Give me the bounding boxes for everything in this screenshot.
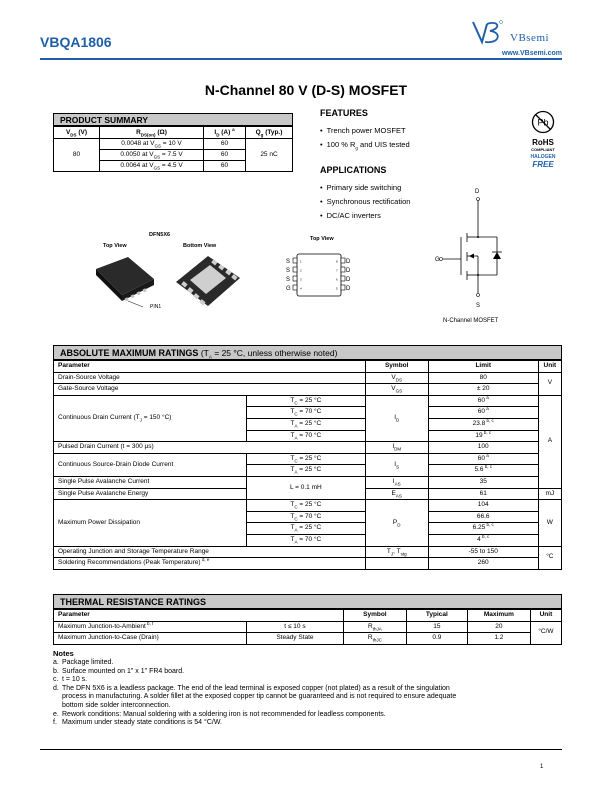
header-id: $I_D$ (A) $^a$ <box>204 127 246 139</box>
page-number: 1 <box>540 764 544 770</box>
limit-idm: 100 <box>428 442 538 454</box>
limit-pd-3: 6.25 $^{b, c}$ <box>428 523 538 535</box>
note-item: e. Rework conditions: Manual soldering with a soldering iron is not recommended for leadless components. <box>53 710 386 718</box>
bottom-view-label: Bottom View <box>183 243 217 249</box>
package-top-view-image <box>88 255 158 310</box>
param-is: Continuous Source-Drain Diode Current <box>54 453 247 476</box>
cond-pd-2: $T_C = 70$ °C <box>247 511 366 523</box>
cond-rthjc: Steady State <box>247 633 344 645</box>
website-link[interactable]: www.VBsemi.com <box>501 50 562 57</box>
rds-row-2: 0.0050 at $V_{GS} = 7.5$ V <box>100 150 204 161</box>
compliant-label: COMPLIANT <box>531 147 555 152</box>
product-summary-table <box>53 113 293 172</box>
limit-soldering: 260 <box>428 558 538 570</box>
limit-id-2: 60 $^a$ <box>428 407 538 419</box>
param-eas: Single Pulse Avalanche Energy <box>54 488 247 500</box>
application-item: • DC/AC inverters <box>320 209 410 223</box>
limit-vds: 80 <box>428 372 538 384</box>
brand-logo <box>470 18 570 48</box>
footer-divider <box>40 749 562 750</box>
pin-label-1: S <box>286 259 291 265</box>
sym-soldering <box>365 558 428 570</box>
cond-is-1: $T_C = 25$ °C <box>247 453 366 465</box>
lead-free-icon <box>531 110 555 134</box>
limit-tj: -55 to 150 <box>428 546 538 558</box>
pin-num-1: 1 <box>300 259 302 264</box>
limit-pd-4: 4 $^{b, c}$ <box>428 534 538 546</box>
header-divider <box>40 58 562 60</box>
application-item: • Primary side switching <box>320 181 410 195</box>
sym-is: $I_S$ <box>365 453 428 476</box>
param-ias: Single Pulse Avalanche Current <box>54 476 247 488</box>
cond-pd-4: $T_A = 70$ °C <box>247 534 366 546</box>
pin-num-5: 5 <box>336 286 338 291</box>
pin-label-3: S <box>286 277 291 283</box>
note-item: d. The DFN 5X6 is a leadless package. The end of the lead terminal is exposed copper (not plated) as a result of the singulation process in manufacturing. A solder fillet at the exposed copper tip cannot be guaranteed and is not required to ensure adequate bottom side solder interconnection. <box>53 684 457 709</box>
thermal-title: THERMAL RESISTANCE RATINGS <box>53 594 562 609</box>
typ-rthjc: 0.9 <box>406 633 467 645</box>
source-label: S <box>476 303 481 309</box>
param-tj: Operating Junction and Storage Temperature Range <box>54 546 366 558</box>
pin-num-8: 8 <box>336 259 338 264</box>
col-symbol: Symbol <box>343 610 406 622</box>
pin-num-7: 7 <box>336 268 338 273</box>
features-list <box>320 124 410 152</box>
abs-max-title: ABSOLUTE MAXIMUM RATINGS ($T_A = 25$ °C, unless otherwise noted) <box>53 345 562 360</box>
application-item: • Synchronous rectification <box>320 195 410 209</box>
limit-ias: 35 <box>428 476 538 488</box>
param-vds: Drain-Source Voltage <box>54 372 366 384</box>
param-rthjc: Maximum Junction-to-Case (Drain) <box>54 633 247 645</box>
pinout-title: Top View <box>310 236 334 242</box>
id-row-2: 60 <box>204 150 246 161</box>
col-parameter: Parameter <box>54 610 344 622</box>
mosfet-schematic <box>435 185 530 315</box>
col-maximum: Maximum <box>467 610 530 622</box>
limit-pd-1: 104 <box>428 500 538 512</box>
sym-tj: $T_J$, $T_{stg}$ <box>365 546 428 558</box>
document-title: N-Channel 80 V (D-S) MOSFET <box>204 82 408 98</box>
sym-vds: $V_{DS}$ <box>365 372 428 384</box>
max-rthja: 20 <box>467 621 530 633</box>
param-idm: Pulsed Drain Current (t = 300 µs) <box>54 442 366 454</box>
rohs-label: RoHS <box>532 138 554 147</box>
note-item: a. Package limited. <box>53 659 114 666</box>
col-symbol: Symbol <box>365 361 428 373</box>
package-name: DFN5X6 <box>149 232 171 238</box>
cond-pd-3: $T_A = 25$ °C <box>247 523 366 535</box>
pin-label-7: D <box>346 268 351 274</box>
limit-pd-2: 66.6 <box>428 511 538 523</box>
note-item: b. Surface mounted on 1" x 1" FR4 board. <box>53 667 185 675</box>
cond-ias: L = 0.1 mH <box>247 476 366 499</box>
sym-idm: $I_{DM}$ <box>365 442 428 454</box>
limit-eas: 61 <box>428 488 538 500</box>
col-parameter: Parameter <box>54 361 366 373</box>
param-pd: Maximum Power Dissipation <box>54 500 247 546</box>
unit-w: W <box>538 500 561 546</box>
rds-row-1: 0.0048 at $V_{GS} = 10$ V <box>100 139 204 150</box>
absolute-maximum-ratings-table <box>53 345 562 570</box>
sym-eas: $E_{AS}$ <box>365 488 428 500</box>
free-label: FREE <box>532 160 554 169</box>
notes-title: Notes <box>53 649 74 658</box>
col-unit: Unit <box>530 610 561 622</box>
brand-name: VBsemi <box>510 32 550 44</box>
pin1-label: PIN1 <box>150 304 162 310</box>
limit-id-1: 60 $^a$ <box>428 395 538 407</box>
unit-a: A <box>538 395 561 488</box>
pin-num-4: 4 <box>300 286 302 291</box>
cond-id-3: $T_A = 25$ °C <box>247 418 366 430</box>
notes-section <box>53 649 563 728</box>
unit-cw: °C/W <box>530 621 561 644</box>
applications-list <box>320 181 410 224</box>
header-vds: $V_{DS}$ (V) <box>54 127 100 139</box>
part-number: VBQA1806 <box>40 34 112 50</box>
cond-id-2: $T_C = 70$ °C <box>247 407 366 419</box>
unit-c: °C <box>538 546 561 569</box>
note-item: c. t = 10 s. <box>53 676 88 684</box>
pinout-diagram <box>284 252 354 298</box>
sym-vgs: $V_{GS}$ <box>365 384 428 396</box>
typ-rthja: 15 <box>406 621 467 633</box>
top-view-label: Top View <box>103 243 127 249</box>
pinout-body <box>297 254 341 296</box>
pin-num-2: 2 <box>300 268 302 273</box>
pb-text: Pb <box>537 117 549 128</box>
cond-is-2: $T_A = 25$ °C <box>247 465 366 477</box>
vds-value: 80 <box>54 139 100 172</box>
id-row-3: 60 <box>204 161 246 172</box>
features-heading: FEATURES <box>320 108 368 118</box>
header-rds: $R_{DS(on)}$ (Ω) <box>100 127 204 139</box>
applications-heading: APPLICATIONS <box>320 165 387 175</box>
sym-id: $I_D$ <box>365 395 428 441</box>
cond-rthja: t ≤ 10 s <box>247 621 344 633</box>
gate-label: G <box>435 257 440 263</box>
sym-rthja: $R_{thJA}$ <box>343 621 406 633</box>
sym-ias: $I_{AS}$ <box>365 476 428 488</box>
sym-pd: $P_D$ <box>365 500 428 546</box>
product-summary-title: PRODUCT SUMMARY <box>53 113 293 126</box>
limit-id-4: 19 $^{b, c}$ <box>428 430 538 442</box>
note-item: f. Maximum under steady state conditions is 54 °C/W. <box>53 719 222 727</box>
col-typical: Typical <box>406 610 467 622</box>
drain-label: D <box>475 189 480 195</box>
limit-is-1: 60 $^a$ <box>428 453 538 465</box>
param-vgs: Gate-Source Voltage <box>54 384 366 396</box>
limit-vgs: ± 20 <box>428 384 538 396</box>
cond-pd-1: $T_C = 25$ °C <box>247 500 366 512</box>
header-qg: $Q_g$ (Typ.) <box>246 127 293 139</box>
package-bottom-view-image <box>172 252 244 310</box>
cond-id-4: $T_A = 70$ °C <box>247 430 366 442</box>
unit-mj: mJ <box>538 488 561 500</box>
thermal-resistance-table <box>53 594 562 645</box>
param-id: Continuous Drain Current ($T_J = 150$ °C) <box>54 395 247 441</box>
pin-num-3: 3 <box>300 277 302 282</box>
max-rthjc: 1.2 <box>467 633 530 645</box>
pin-label-2: S <box>286 268 291 274</box>
halogen-label: HALOGEN <box>530 154 556 160</box>
limit-id-3: 23.8 $^{b, c}$ <box>428 418 538 430</box>
schematic-caption: N-Channel MOSFET <box>443 318 499 324</box>
pin-num-6: 6 <box>336 277 338 282</box>
rohs-badge <box>523 110 563 169</box>
col-unit: Unit <box>538 361 561 373</box>
pin-label-6: D <box>346 277 351 283</box>
rds-row-3: 0.0064 at $V_{GS} = 4.5$ V <box>100 161 204 172</box>
pin-label-5: D <box>346 286 351 292</box>
feature-item: • 100 % $R_g$ and UIS tested <box>320 138 410 152</box>
vb-logo-icon <box>470 18 504 46</box>
cond-id-1: $T_C = 25$ °C <box>247 395 366 407</box>
limit-is-2: 5.6 $^{b, c}$ <box>428 465 538 477</box>
param-soldering: Soldering Recommendations (Peak Temperature) $^{d, e}$ <box>54 558 366 570</box>
col-limit: Limit <box>428 361 538 373</box>
feature-item: • Trench power MOSFET <box>320 124 410 138</box>
param-rthja: Maximum Junction-to-Ambient $^{b, f}$ <box>54 621 247 633</box>
pin-label-4: G <box>286 286 291 292</box>
id-row-1: 60 <box>204 139 246 150</box>
sym-rthjc: $R_{thJC}$ <box>343 633 406 645</box>
unit-v: V <box>538 372 561 395</box>
pin-label-8: D <box>346 259 351 265</box>
qg-value: 25 nC <box>246 139 293 172</box>
